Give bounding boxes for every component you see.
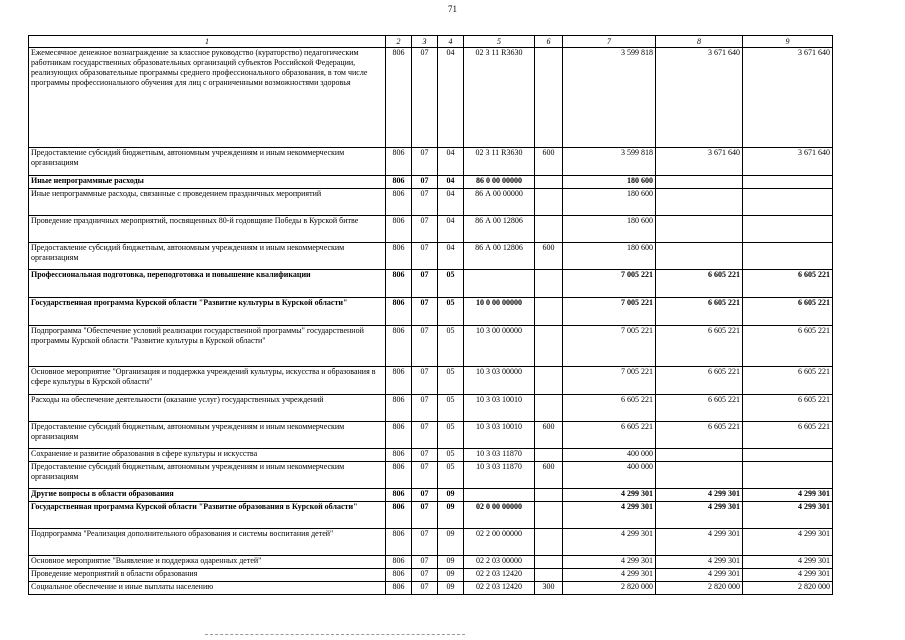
table-row — [29, 395, 833, 422]
amount-2024-cell: 2 820 000 — [563, 582, 656, 595]
amount-2025-cell: 6 605 221 — [656, 326, 743, 367]
subsection-cell: 05 — [438, 449, 464, 462]
amount-2025-cell — [656, 243, 743, 270]
subsection-cell: 04 — [438, 189, 464, 216]
section-cell: 07 — [412, 395, 438, 422]
target-article-cell: 86 А 00 12806 — [464, 243, 535, 270]
amount-2024-cell: 3 599 818 — [563, 148, 656, 176]
amount-2024-cell: 6 605 221 — [563, 395, 656, 422]
section-cell: 07 — [412, 449, 438, 462]
amount-2024-cell: 400 000 — [563, 449, 656, 462]
subsection-cell: 05 — [438, 367, 464, 395]
subsection-cell: 09 — [438, 529, 464, 556]
subsection-cell: 05 — [438, 422, 464, 449]
amount-2026-cell — [743, 462, 833, 489]
row-name-cell: Предоставление субсидий бюджетным, автономным учреждениям и иным некоммерческим организациям — [29, 462, 386, 489]
target-article-cell: 10 3 03 10010 — [464, 422, 535, 449]
amount-2026-cell — [743, 243, 833, 270]
budget-table — [28, 35, 833, 595]
amount-2026-cell — [743, 216, 833, 243]
amount-2024-cell: 6 605 221 — [563, 422, 656, 449]
section-cell: 07 — [412, 529, 438, 556]
expense-type-cell: 600 — [535, 148, 563, 176]
amount-2024-cell: 7 005 221 — [563, 270, 656, 298]
amount-2026-cell: 3 671 640 — [743, 48, 833, 148]
gov-code-cell: 806 — [386, 422, 412, 449]
table-row — [29, 489, 833, 502]
target-article-cell: 10 3 03 00000 — [464, 367, 535, 395]
amount-2026-cell: 6 605 221 — [743, 326, 833, 367]
amount-2026-cell: 4 299 301 — [743, 489, 833, 502]
row-name-cell: Предоставление субсидий бюджетным, автономным учреждениям и иным некоммерческим организациям — [29, 243, 386, 270]
amount-2026-cell: 6 605 221 — [743, 298, 833, 326]
subsection-cell: 04 — [438, 243, 464, 270]
gov-code-cell: 806 — [386, 148, 412, 176]
amount-2025-cell: 4 299 301 — [656, 569, 743, 582]
column-header: 1 — [29, 36, 386, 48]
gov-code-cell: 806 — [386, 367, 412, 395]
amount-2026-cell: 6 605 221 — [743, 270, 833, 298]
table-row — [29, 502, 833, 529]
footer-divider — [205, 634, 465, 635]
amount-2026-cell: 6 605 221 — [743, 395, 833, 422]
expense-type-cell — [535, 176, 563, 189]
amount-2024-cell: 4 299 301 — [563, 556, 656, 569]
gov-code-cell: 806 — [386, 176, 412, 189]
amount-2024-cell: 180 600 — [563, 216, 656, 243]
column-header: 9 — [743, 36, 833, 48]
expense-type-cell: 600 — [535, 422, 563, 449]
expense-type-cell — [535, 189, 563, 216]
row-name-cell: Проведение праздничных мероприятий, посвященных 80-й годовщине Победы в Курской битве — [29, 216, 386, 243]
amount-2024-cell: 7 005 221 — [563, 367, 656, 395]
column-header: 2 — [386, 36, 412, 48]
gov-code-cell: 806 — [386, 270, 412, 298]
amount-2026-cell: 4 299 301 — [743, 569, 833, 582]
table-row — [29, 243, 833, 270]
column-header: 5 — [464, 36, 535, 48]
table-row — [29, 582, 833, 595]
expense-type-cell — [535, 489, 563, 502]
row-name-cell: Иные непрограммные расходы — [29, 176, 386, 189]
gov-code-cell: 806 — [386, 189, 412, 216]
column-header: 3 — [412, 36, 438, 48]
subsection-cell: 09 — [438, 502, 464, 529]
gov-code-cell: 806 — [386, 582, 412, 595]
table-row — [29, 462, 833, 489]
row-name-cell: Основное мероприятие "Выявление и поддержка одаренных детей" — [29, 556, 386, 569]
section-cell: 07 — [412, 148, 438, 176]
section-cell: 07 — [412, 556, 438, 569]
expense-type-cell — [535, 216, 563, 243]
amount-2024-cell: 7 005 221 — [563, 326, 656, 367]
subsection-cell: 05 — [438, 270, 464, 298]
gov-code-cell: 806 — [386, 489, 412, 502]
target-article-cell: 10 0 00 00000 — [464, 298, 535, 326]
gov-code-cell: 806 — [386, 298, 412, 326]
gov-code-cell: 806 — [386, 462, 412, 489]
amount-2026-cell: 4 299 301 — [743, 529, 833, 556]
amount-2024-cell: 180 600 — [563, 189, 656, 216]
target-article-cell: 02 2 03 00000 — [464, 556, 535, 569]
table-row — [29, 449, 833, 462]
table-row — [29, 326, 833, 367]
expense-type-cell — [535, 367, 563, 395]
column-header: 6 — [535, 36, 563, 48]
section-cell: 07 — [412, 176, 438, 189]
section-cell: 07 — [412, 489, 438, 502]
amount-2025-cell: 3 671 640 — [656, 48, 743, 148]
amount-2024-cell: 4 299 301 — [563, 569, 656, 582]
row-name-cell: Государственная программа Курской области "Развитие образования в Курской области" — [29, 502, 386, 529]
expense-type-cell — [535, 270, 563, 298]
row-name-cell: Подпрограмма "Реализация дополнительного образования и системы воспитания детей" — [29, 529, 386, 556]
expense-type-cell — [535, 502, 563, 529]
expense-type-cell — [535, 449, 563, 462]
subsection-cell: 09 — [438, 556, 464, 569]
expense-type-cell — [535, 298, 563, 326]
row-name-cell: Предоставление субсидий бюджетным, автономным учреждениям и иным некоммерческим организациям — [29, 422, 386, 449]
row-name-cell: Основное мероприятие "Организация и поддержка учреждений культуры, искусства и образования в сфере культуры в Курской области" — [29, 367, 386, 395]
gov-code-cell: 806 — [386, 48, 412, 148]
target-article-cell: 86 А 00 12806 — [464, 216, 535, 243]
table-row — [29, 189, 833, 216]
amount-2025-cell: 6 605 221 — [656, 395, 743, 422]
table-row — [29, 569, 833, 582]
row-name-cell: Социальное обеспечение и иные выплаты населению — [29, 582, 386, 595]
section-cell: 07 — [412, 582, 438, 595]
target-article-cell: 02 0 00 00000 — [464, 502, 535, 529]
table-row — [29, 148, 833, 176]
section-cell: 07 — [412, 422, 438, 449]
page-number: 71 — [448, 4, 457, 14]
section-cell: 07 — [412, 270, 438, 298]
section-cell: 07 — [412, 48, 438, 148]
target-article-cell: 10 3 03 10010 — [464, 395, 535, 422]
section-cell: 07 — [412, 243, 438, 270]
expense-type-cell — [535, 48, 563, 148]
section-cell: 07 — [412, 326, 438, 367]
target-article-cell: 02 2 00 00000 — [464, 529, 535, 556]
amount-2026-cell: 2 820 000 — [743, 582, 833, 595]
gov-code-cell: 806 — [386, 449, 412, 462]
amount-2025-cell: 6 605 221 — [656, 270, 743, 298]
expense-type-cell: 300 — [535, 582, 563, 595]
amount-2026-cell: 4 299 301 — [743, 556, 833, 569]
amount-2025-cell: 3 671 640 — [656, 148, 743, 176]
amount-2025-cell — [656, 462, 743, 489]
amount-2025-cell: 4 299 301 — [656, 529, 743, 556]
row-name-cell: Иные непрограммные расходы, связанные с проведением праздничных мероприятий — [29, 189, 386, 216]
amount-2024-cell: 180 600 — [563, 243, 656, 270]
table-row — [29, 270, 833, 298]
subsection-cell: 05 — [438, 462, 464, 489]
target-article-cell: 10 3 03 11870 — [464, 462, 535, 489]
section-cell: 07 — [412, 502, 438, 529]
amount-2024-cell: 4 299 301 — [563, 489, 656, 502]
row-name-cell: Государственная программа Курской области "Развитие культуры в Курской области" — [29, 298, 386, 326]
amount-2025-cell — [656, 189, 743, 216]
table-row — [29, 556, 833, 569]
amount-2025-cell: 4 299 301 — [656, 502, 743, 529]
expense-type-cell — [535, 569, 563, 582]
expense-type-cell — [535, 556, 563, 569]
subsection-cell: 04 — [438, 148, 464, 176]
subsection-cell: 05 — [438, 298, 464, 326]
gov-code-cell: 806 — [386, 395, 412, 422]
gov-code-cell: 806 — [386, 216, 412, 243]
amount-2024-cell: 3 599 818 — [563, 48, 656, 148]
target-article-cell: 10 3 03 11870 — [464, 449, 535, 462]
subsection-cell: 09 — [438, 489, 464, 502]
section-cell: 07 — [412, 216, 438, 243]
gov-code-cell: 806 — [386, 556, 412, 569]
table-row — [29, 48, 833, 148]
amount-2025-cell — [656, 449, 743, 462]
amount-2025-cell: 6 605 221 — [656, 298, 743, 326]
amount-2025-cell — [656, 176, 743, 189]
subsection-cell: 04 — [438, 176, 464, 189]
amount-2024-cell: 4 299 301 — [563, 529, 656, 556]
header-row — [29, 36, 833, 48]
row-name-cell: Ежемесячное денежное вознаграждение за классное руководство (кураторство) педагогическим работникам государственных образовательных организаций субъектов Российской Федерации, реализующих образовательные программы среднего профессионального образования, в том числе программы профессионального обучения для лиц с ограниченными возможностями здоровья — [29, 48, 386, 148]
row-name-cell: Профессиональная подготовка, переподготовка и повышение квалификации — [29, 270, 386, 298]
section-cell: 07 — [412, 367, 438, 395]
amount-2025-cell: 4 299 301 — [656, 489, 743, 502]
target-article-cell — [464, 489, 535, 502]
column-header: 7 — [563, 36, 656, 48]
amount-2025-cell: 6 605 221 — [656, 367, 743, 395]
table-row — [29, 216, 833, 243]
row-name-cell: Расходы на обеспечение деятельности (оказание услуг) государственных учреждений — [29, 395, 386, 422]
table-row — [29, 298, 833, 326]
target-article-cell: 02 3 11 R3630 — [464, 48, 535, 148]
expense-type-cell: 600 — [535, 243, 563, 270]
amount-2024-cell: 7 005 221 — [563, 298, 656, 326]
target-article-cell: 86 А 00 00000 — [464, 189, 535, 216]
target-article-cell: 02 3 11 R3630 — [464, 148, 535, 176]
gov-code-cell: 806 — [386, 326, 412, 367]
amount-2026-cell — [743, 449, 833, 462]
amount-2026-cell: 6 605 221 — [743, 367, 833, 395]
section-cell: 07 — [412, 569, 438, 582]
subsection-cell: 04 — [438, 216, 464, 243]
section-cell: 07 — [412, 462, 438, 489]
section-cell: 07 — [412, 189, 438, 216]
subsection-cell: 09 — [438, 569, 464, 582]
target-article-cell — [464, 270, 535, 298]
table-body — [29, 48, 833, 595]
amount-2026-cell: 4 299 301 — [743, 502, 833, 529]
table-row — [29, 176, 833, 189]
row-name-cell: Подпрограмма "Обеспечение условий реализации государственной программы" государственной программы Курской области "Развитие культуры в Курской области" — [29, 326, 386, 367]
gov-code-cell: 806 — [386, 502, 412, 529]
amount-2026-cell — [743, 176, 833, 189]
amount-2024-cell: 400 000 — [563, 462, 656, 489]
amount-2025-cell: 6 605 221 — [656, 422, 743, 449]
row-name-cell: Сохранение и развитие образования в сфере культуры и искусства — [29, 449, 386, 462]
target-article-cell: 10 3 00 00000 — [464, 326, 535, 367]
expense-type-cell — [535, 529, 563, 556]
table-row — [29, 367, 833, 395]
row-name-cell: Другие вопросы в области образования — [29, 489, 386, 502]
amount-2025-cell — [656, 216, 743, 243]
column-header: 4 — [438, 36, 464, 48]
subsection-cell: 05 — [438, 326, 464, 367]
amount-2024-cell: 4 299 301 — [563, 502, 656, 529]
target-article-cell: 02 2 03 12420 — [464, 569, 535, 582]
amount-2026-cell: 3 671 640 — [743, 148, 833, 176]
column-header: 8 — [656, 36, 743, 48]
row-name-cell: Проведение мероприятий в области образования — [29, 569, 386, 582]
subsection-cell: 04 — [438, 48, 464, 148]
subsection-cell: 05 — [438, 395, 464, 422]
expense-type-cell — [535, 395, 563, 422]
gov-code-cell: 806 — [386, 243, 412, 270]
expense-type-cell: 600 — [535, 462, 563, 489]
gov-code-cell: 806 — [386, 569, 412, 582]
table-row — [29, 529, 833, 556]
expense-type-cell — [535, 326, 563, 367]
target-article-cell: 86 0 00 00000 — [464, 176, 535, 189]
subsection-cell: 09 — [438, 582, 464, 595]
target-article-cell: 02 2 03 12420 — [464, 582, 535, 595]
amount-2025-cell: 4 299 301 — [656, 556, 743, 569]
section-cell: 07 — [412, 298, 438, 326]
amount-2025-cell: 2 820 000 — [656, 582, 743, 595]
gov-code-cell: 806 — [386, 529, 412, 556]
amount-2026-cell — [743, 189, 833, 216]
amount-2026-cell: 6 605 221 — [743, 422, 833, 449]
row-name-cell: Предоставление субсидий бюджетным, автономным учреждениям и иным некоммерческим организациям — [29, 148, 386, 176]
table-row — [29, 422, 833, 449]
amount-2024-cell: 180 600 — [563, 176, 656, 189]
